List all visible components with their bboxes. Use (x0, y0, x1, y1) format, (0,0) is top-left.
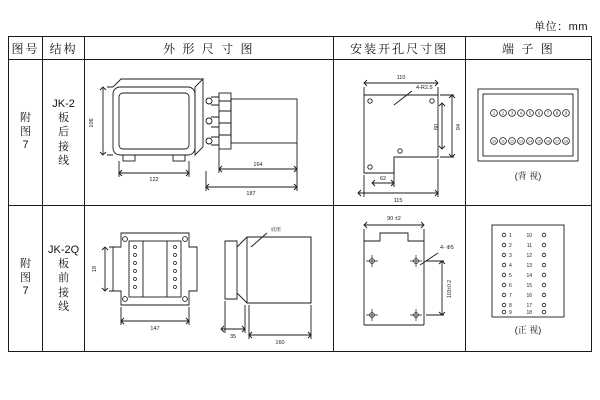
terminal-number: 15 (526, 282, 533, 289)
dim-115: 115 (393, 197, 402, 204)
dim-4r25: 4-R2.5 (415, 84, 433, 91)
terminal-diagram-row1 (466, 77, 591, 189)
terminal-number: 5 (529, 110, 532, 116)
fig-no-char: 附 (20, 111, 32, 124)
unit-note: 单位：mm (534, 21, 588, 33)
structure-cell (43, 60, 85, 206)
terminal-number: 5 (509, 272, 513, 279)
fig-no-char: 图 (20, 271, 32, 284)
dim-4-phi5: 4- Φ5 (439, 244, 454, 251)
mounting-drawing-cell-row1 (333, 60, 465, 206)
header-terminal: 端 子 图 (465, 37, 591, 60)
terminal-number: 12 (510, 139, 515, 144)
header-outline: 外 形 尺 寸 图 (85, 37, 333, 60)
terminal-number: 4 (520, 110, 523, 116)
dim-187: 187 (246, 190, 256, 197)
terminal-caption: (正 视) (515, 324, 542, 335)
terminal-number: 18 (564, 139, 569, 144)
dim-35: 35 (230, 333, 237, 340)
header-structure: 结构 (43, 37, 85, 60)
terminal-number: 14 (526, 272, 533, 279)
label-base: 底座 (271, 226, 282, 233)
terminal-number: 16 (546, 139, 551, 144)
structure-char: 板 (58, 258, 70, 271)
terminal-number: 1 (509, 232, 513, 239)
structure-char: 接 (58, 286, 70, 299)
terminal-number: 9 (509, 309, 513, 316)
terminal-drawing-cell-row1 (465, 60, 591, 206)
terminal-svg-row1 (470, 77, 586, 189)
terminal-number: 12 (526, 252, 533, 259)
terminal-number: 13 (519, 139, 524, 144)
terminal-svg-row2 (470, 217, 586, 341)
dim-62: 62 (379, 175, 386, 182)
terminal-number: 3 (511, 110, 514, 116)
structure-cell (43, 206, 85, 352)
terminal-number: 8 (556, 110, 559, 116)
fig-no-char: 7 (22, 285, 29, 298)
terminal-number: 11 (527, 242, 533, 249)
dim-160: 160 (275, 339, 285, 346)
table-row (9, 206, 592, 352)
terminal-number: 6 (509, 282, 513, 289)
structure-char: 前 (58, 272, 70, 285)
terminal-number: 1 (493, 110, 496, 116)
terminal-drawing-cell-row2 (465, 206, 591, 352)
dim-103-tol: 103±0.2 (446, 279, 453, 298)
dimension-table (8, 36, 592, 352)
terminal-number: 2 (502, 110, 505, 116)
terminal-number: 6 (538, 110, 541, 116)
fig-no-char: 图 (20, 125, 32, 138)
terminal-caption: (背 视) (515, 170, 542, 181)
terminal-number: 8 (509, 302, 513, 309)
dim-106: 106 (89, 117, 96, 128)
terminal-number: 14 (528, 139, 533, 144)
terminal-number: 4 (509, 262, 513, 269)
mounting-drawing-cell-row2 (333, 206, 465, 352)
terminal-number: 11 (501, 139, 506, 144)
structure-char: 线 (58, 300, 70, 313)
outline-drawing-row1 (85, 61, 332, 205)
outline-svg-row1 (85, 61, 331, 205)
dim-110: 110 (396, 74, 405, 81)
outline-drawing-cell-row2 (85, 206, 333, 352)
structure-char: 接 (58, 140, 70, 153)
dim-90-tol: 90 ±2 (386, 215, 401, 222)
terminal-number: 16 (526, 292, 533, 299)
fig-no-cell (9, 206, 43, 352)
mounting-svg-row1 (334, 61, 464, 205)
terminal-number: 7 (547, 110, 550, 116)
mounting-drawing-row2 (334, 207, 465, 351)
terminal-number: 17 (555, 139, 560, 144)
terminal-number: 13 (526, 262, 533, 269)
dim-80: 80 (433, 123, 440, 130)
terminal-number: 10 (492, 139, 497, 144)
header-mounting: 安装开孔尺寸图 (333, 37, 465, 60)
structure-char: 线 (58, 154, 70, 167)
fig-no-char: 附 (20, 257, 32, 270)
dim-18: 18 (92, 265, 99, 272)
model-label: JK-2Q (47, 243, 80, 256)
terminal-number: 18 (526, 309, 533, 316)
fig-no-cell (9, 60, 43, 206)
dim-94: 94 (455, 123, 462, 130)
terminal-number: 3 (509, 252, 513, 259)
outline-drawing-cell-row1 (85, 60, 333, 206)
terminal-number: 17 (526, 302, 533, 309)
header-fig-no: 图号 (9, 37, 43, 60)
terminal-number: 10 (526, 232, 533, 239)
dim-147: 147 (150, 325, 160, 332)
mounting-drawing-row1 (334, 61, 465, 205)
terminal-number: 7 (509, 292, 513, 299)
structure-char: 后 (58, 126, 70, 139)
outline-svg-row2 (85, 207, 331, 351)
terminal-number: 2 (509, 242, 513, 249)
dim-164: 164 (253, 161, 263, 168)
table-row (9, 60, 592, 206)
dim-122: 122 (149, 176, 159, 183)
terminal-number: 15 (537, 139, 542, 144)
structure-char: 板 (58, 112, 70, 125)
mounting-svg-row2 (334, 207, 464, 351)
outline-drawing-row2 (85, 207, 332, 351)
fig-no-char: 7 (22, 139, 29, 152)
terminal-number: 9 (565, 110, 568, 116)
terminal-diagram-row2 (466, 217, 591, 341)
model-label: JK-2 (52, 97, 75, 110)
table-header-row (9, 37, 592, 60)
